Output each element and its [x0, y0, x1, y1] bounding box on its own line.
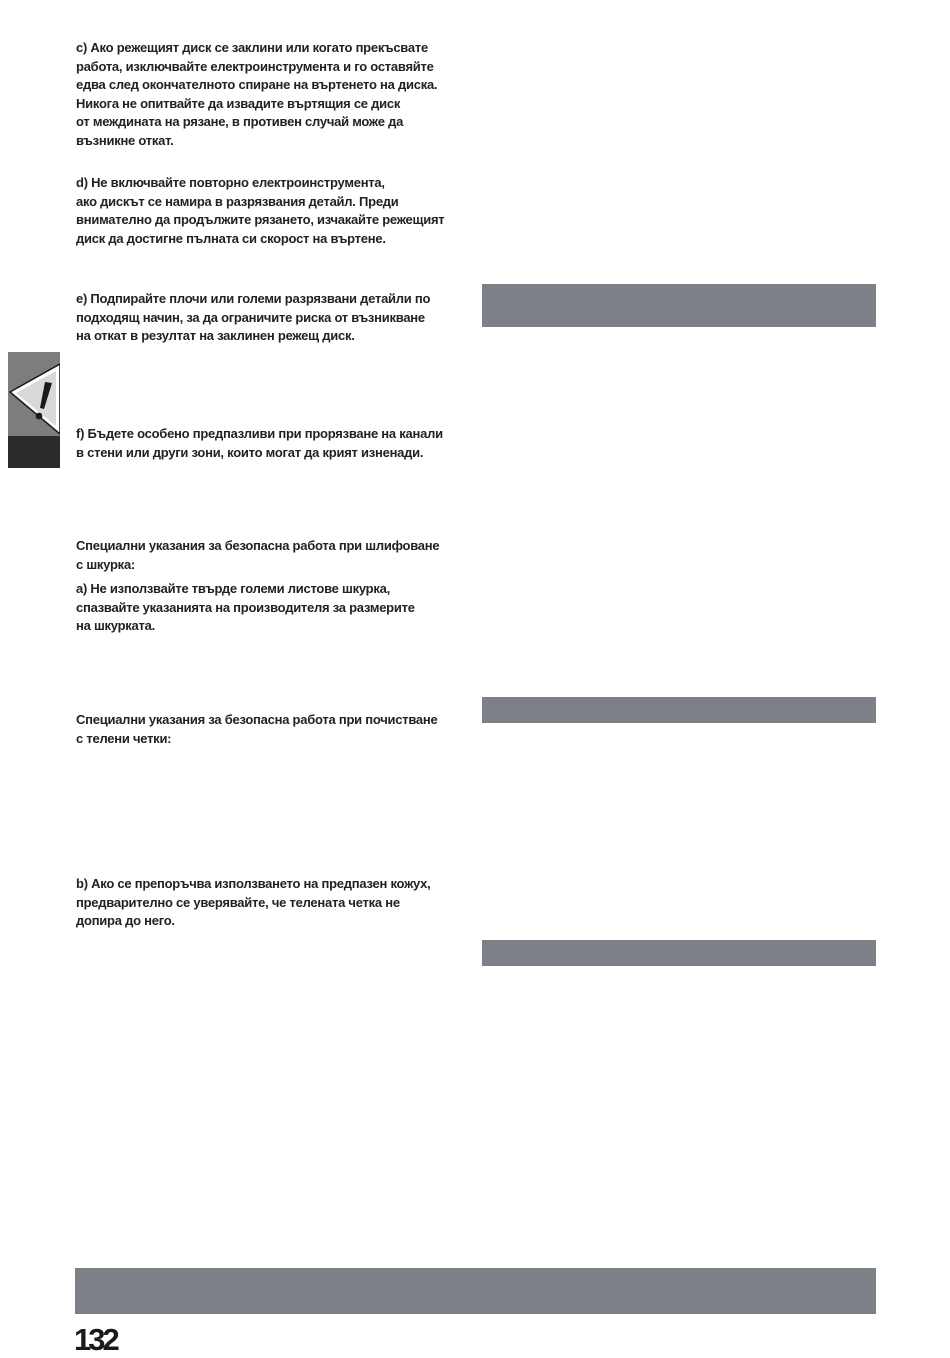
brush-heading: [76, 711, 476, 748]
brush-item-b: [76, 875, 476, 931]
text-line: внимателно да продължите рязането, изчакайте режещият: [76, 212, 445, 228]
text-line: диск да достигне пълната си скорост на въртене.: [76, 230, 386, 246]
warning-side-tab: [8, 352, 60, 468]
sanding-item-a: [76, 580, 476, 636]
text-line: допира до него.: [76, 913, 175, 929]
text-line: ако дискът се намира в разрязвания детайл. Преди: [76, 193, 399, 209]
text-line: спазвайте указанията на производителя за размерите: [76, 599, 415, 615]
right-column-bar-2: [482, 697, 876, 723]
page-number: 132: [74, 1322, 117, 1357]
text-line: d) Не включвайте повторно електроинструмента,: [76, 175, 385, 190]
paragraph-d: [76, 174, 476, 248]
text-line: e) Подпирайте плочи или големи разрязвани детайли по: [76, 291, 431, 306]
text-line: в стени или други зони, които могат да крият изненади.: [76, 444, 424, 460]
warning-symbol-area: [8, 352, 60, 436]
text-line: с шкурка:: [76, 556, 135, 572]
right-column-bar-1: [482, 284, 876, 327]
text-line: f) Бъдете особено предпазливи при прорязване на канали: [76, 426, 443, 441]
text-line: a) Не използвайте твърде големи листове шкурка,: [76, 581, 390, 596]
paragraph-f: [76, 425, 476, 462]
text-line: предварително се уверявайте, че телената четка не: [76, 894, 400, 910]
exclamation-triangle-icon: [8, 352, 60, 436]
text-line: едва след окончателното спиране на въртенето на диска.: [76, 77, 438, 93]
right-column-bar-3: [482, 940, 876, 966]
text-line: възникне откат.: [76, 132, 174, 148]
text-line: работа, изключвайте електроинструмента и го оставяйте: [76, 58, 434, 74]
text-line: на шкурката.: [76, 618, 155, 634]
text-line: Никога не опитвайте да извадите въртящия се диск: [76, 95, 401, 111]
text-line: на откат в резултат на заклинен режещ диск.: [76, 328, 355, 344]
footer-bar: [75, 1268, 876, 1314]
text-line: c) Ако режещият диск се заклини или когато прекъсвате: [76, 40, 428, 55]
text-line: от междината на рязане, в противен случай може да: [76, 114, 404, 130]
text-line: b) Ако се препоръчва използването на предпазен кожух,: [76, 876, 431, 891]
text-line: Специални указания за безопасна работа при шлифоване: [76, 538, 440, 553]
text-line: подходящ начин, за да ограничите риска от възникване: [76, 309, 425, 325]
paragraph-c: [76, 39, 476, 151]
text-line: Специални указания за безопасна работа при почистване: [76, 712, 438, 727]
sanding-heading: [76, 537, 476, 574]
paragraph-e: [76, 290, 476, 346]
text-line: с телени четки:: [76, 730, 172, 746]
